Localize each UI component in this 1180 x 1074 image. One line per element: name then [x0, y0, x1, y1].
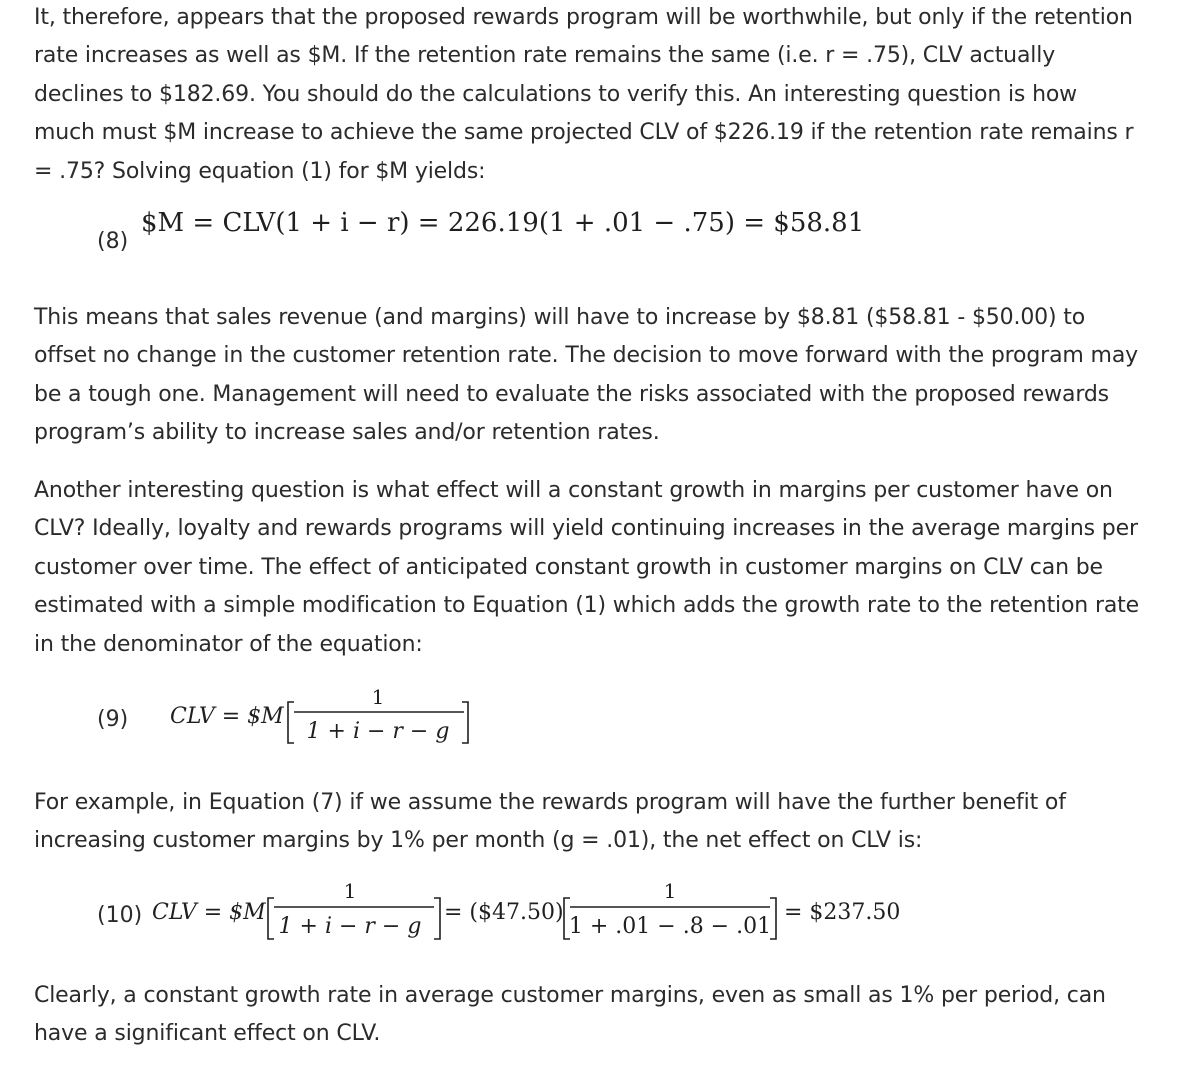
equation-10-number: (10)	[97, 903, 143, 928]
equation-10-lhs: CLV = $M	[152, 900, 266, 925]
paragraph-example: For example, in Equation (7) if we assume the rewards program will have the further benefit of increasing customer margins by 1% per month (g = .01), the net effect on CLV is:	[34, 790, 1066, 854]
equation-10-middle: = ($47.50)	[444, 900, 564, 925]
equation-9-numerator: 1	[371, 685, 385, 709]
equation-8: $M = CLV(1 + i − r) = 226.19(1 + .01 − .75) = $58.81	[141, 208, 865, 238]
paragraph-sales-revenue: This means that sales revenue (and margins) will have to increase by $8.81 ($58.81 - $50.00) to offset no change in the customer retention rate. The decision to move forward with the program may be a tough one. Management will need to evaluate the risks associated with the proposed rewards program’s ability to increase sales and/or retention rates.	[34, 305, 1139, 446]
equation-8-number: (8)	[97, 229, 129, 254]
paragraph-constant-growth: Another interesting question is what effect will a constant growth in margins per customer have on CLV? Ideally, loyalty and rewards programs will yield continuing increases in the average margins per customer over time. The effect of anticipated constant growth in customer margins on CLV can be estimated with a simple modification to Equation (1) which adds the growth rate to the retention rate in the denominator of the equation:	[34, 478, 1140, 657]
equation-10-numerator-2: 1	[663, 879, 677, 903]
equation-10-denominator-1: 1 + i − r − g	[278, 914, 422, 939]
equation-9-number: (9)	[97, 707, 129, 732]
equation-9-lhs: CLV = $M	[170, 704, 284, 729]
equation-10	[152, 876, 912, 946]
equation-9	[170, 680, 500, 750]
equation-10-result: = $237.50	[784, 900, 901, 925]
paragraph-retention-rate: It, therefore, appears that the proposed rewards program will be worthwhile, but only if the retention rate increases as well as $M. If the retention rate remains the same (i.e. r = .75), CLV actually declines to $182.69. You should do the calculations to verify this. An interesting question is how much must $M increase to achieve the same projected CLV of $226.19 if the retention rate remains r = .75? Solving equation (1) for $M yields:	[34, 5, 1134, 184]
equation-10-numerator-1: 1	[343, 879, 357, 903]
equation-10-denominator-2: 1 + .01 − .8 − .01	[568, 914, 772, 939]
paragraph-conclusion: Clearly, a constant growth rate in average customer margins, even as small as 1% per period, can have a significant effect on CLV.	[34, 983, 1106, 1047]
equation-9-denominator: 1 + i − r − g	[306, 719, 450, 744]
